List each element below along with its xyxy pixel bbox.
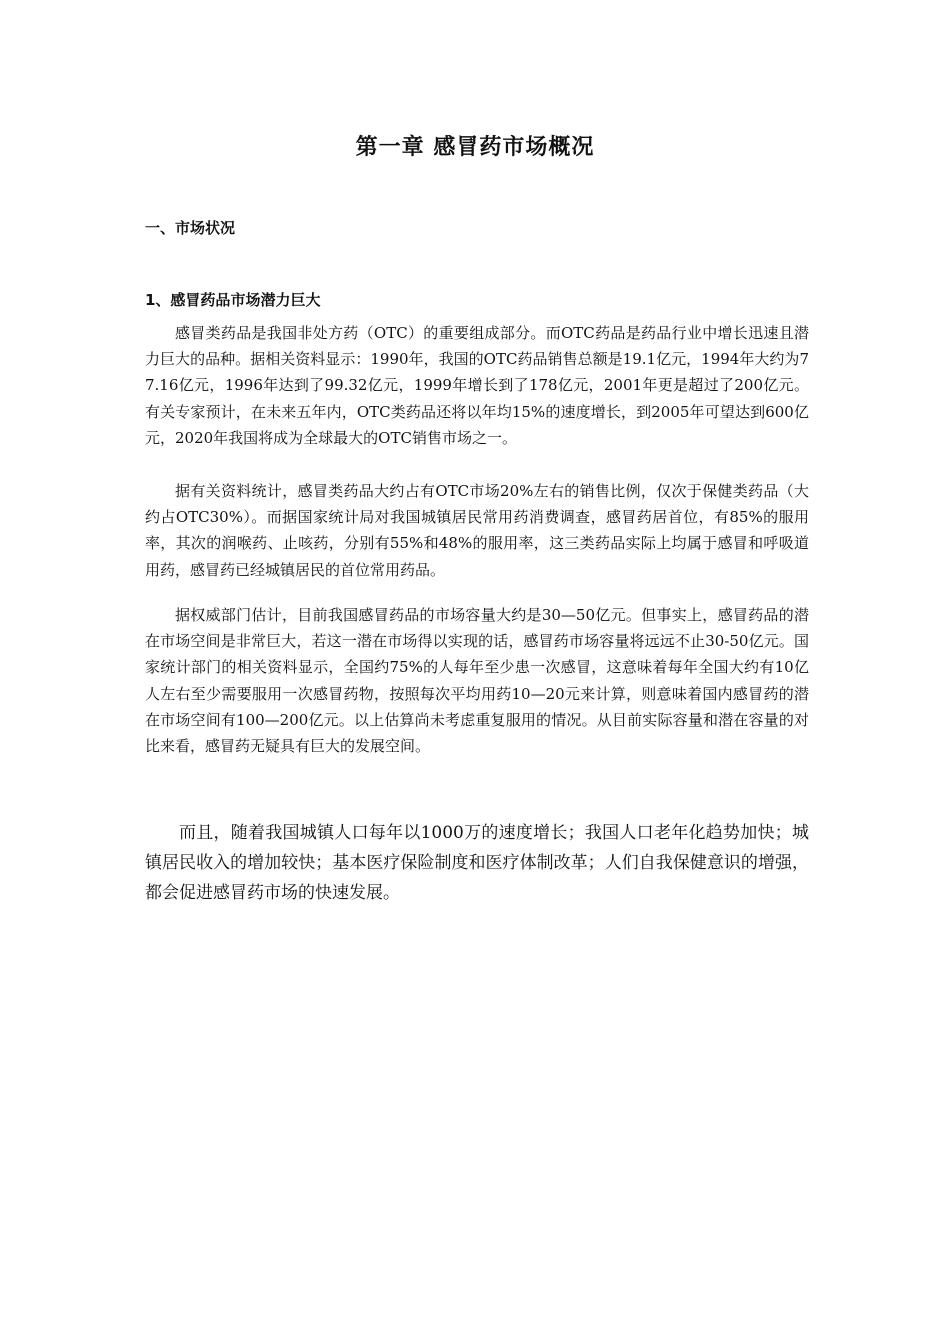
body-paragraph: 而且，随着我国城镇人口每年以1000万的速度增长；我国人口老年化趋势加快；城镇居民收入的增加较快；基本医疗保险制度和医疗体制改革；人们自我保健意识的增强，都会促进感冒药市场的快速发展。	[145, 823, 809, 903]
section-heading: 一、市场状况	[145, 219, 236, 237]
body-paragraph: 感冒类药品是我国非处方药（OTC）的重要组成部分。而OTC药品是药品行业中增长迅速且潜力巨大的品种。据相关资料显示：1990年，我国的OTC药品销售总额是19.1亿元，1994年大约为77.16亿元，1996年达到了99.32亿元，1999年增长到了178亿元，2001年更是超过了200亿元。有关专家预计，在未来五年内，OTC类药品还将以年均15%的速度增长，到2005年可望达到600亿元，2020年我国将成为全球最大的OTC销售市场之一。	[145, 324, 809, 447]
chapter-title: 第一章 感冒药市场概况	[355, 135, 595, 160]
body-paragraph: 据权威部门估计，目前我国感冒药品的市场容量大约是30—50亿元。但事实上，感冒药品的潜在市场空间是非常巨大，若这一潜在市场得以实现的话，感冒药市场容量将远远不止30-50亿元。国家统计部门的相关资料显示，全国约75%的人每年至少患一次感冒，这意味着每年全国大约有10亿人左右至少需要服用一次感冒药物，按照每次平均用药10—20元来计算，则意味着国内感冒药的潜在市场空间有100—200亿元。以上估算尚未考虑重复服用的情况。从目前实际容量和潜在容量的对比来看，感冒药无疑具有巨大的发展空间。	[145, 606, 809, 756]
subsection-heading: 1、感冒药品市场潜力巨大	[145, 291, 321, 309]
body-paragraph: 据有关资料统计，感冒类药品大约占有OTC市场20%左右的销售比例，仅次于保健类药品（大约占OTC30%）。而据国家统计局对我国城镇居民常用药消费调查，感冒药居首位，有85%的服用率，其次的润喉药、止咳药，分别有55%和48%的服用率，这三类药品实际上均属于感冒和呼吸道用药，感冒药已经城镇居民的首位常用药品。	[145, 482, 809, 579]
